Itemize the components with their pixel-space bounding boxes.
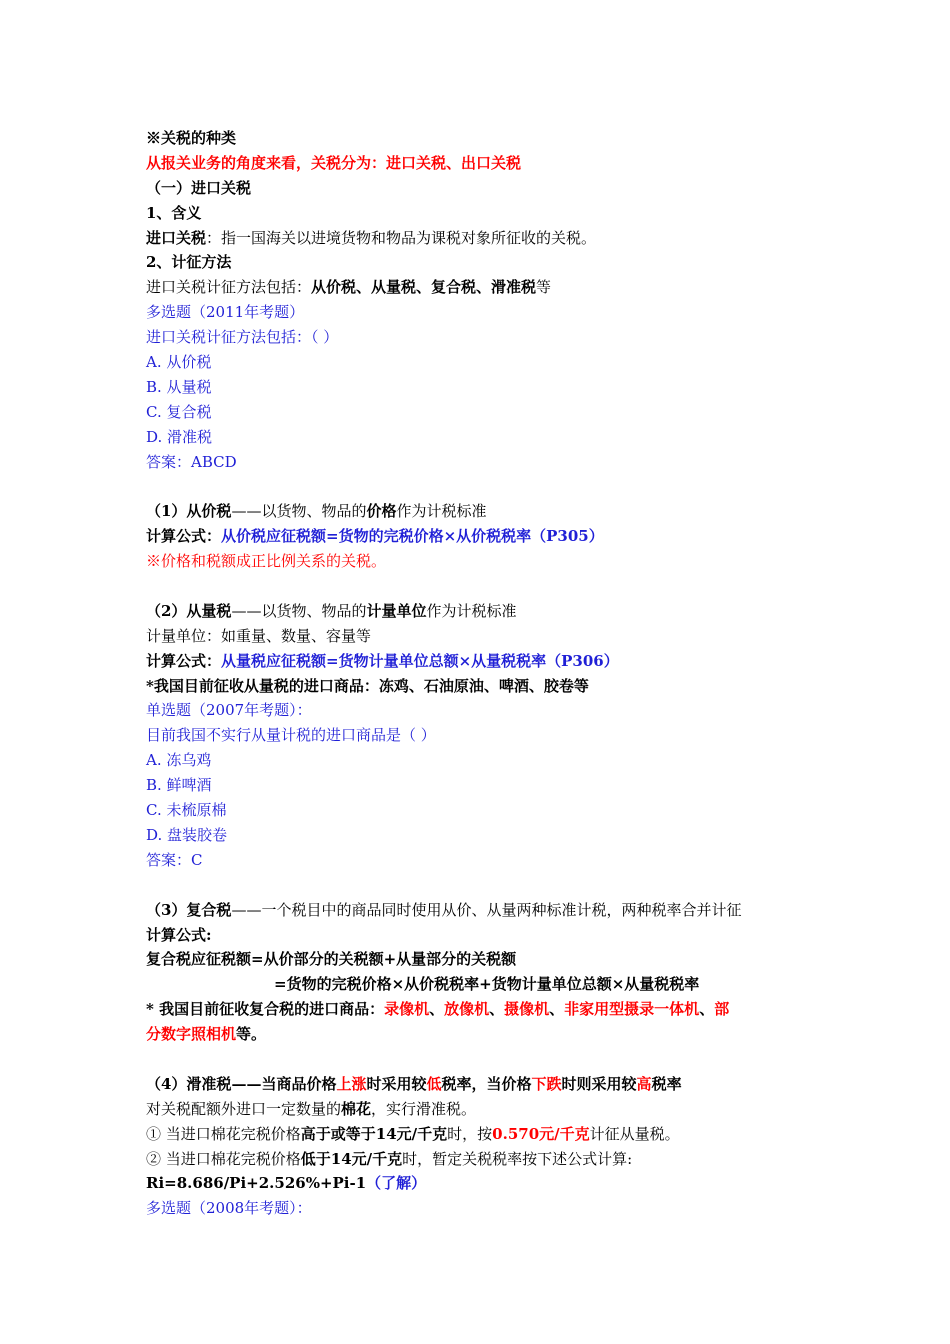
q2-option-c: C. 未梳原棉 [146, 801, 227, 820]
method-heading: 2、计征方法 [146, 253, 232, 272]
compound-formula-2: =货物的完税价格×从价税税率+货物计量单位总额×从量税税率 [274, 975, 700, 994]
goods-item: 摄像机 [504, 1000, 550, 1019]
method-paragraph [146, 275, 826, 300]
specific-duty-text-end: 作为计税标准 [426, 601, 517, 620]
sliding-text: 时则采用较 [561, 1074, 637, 1093]
compound-goods-cont [146, 1022, 826, 1047]
q2-answer: 答案：C [146, 850, 203, 869]
compound-goods-end: 等。 [236, 1025, 267, 1044]
cotton-term: 棉花 [341, 1099, 372, 1118]
ad-valorem-term: （1）从价税 [146, 502, 232, 521]
rule-rate: 0.570元/千克 [492, 1124, 590, 1143]
rule-text: 计征从量税。 [589, 1124, 680, 1143]
specific-duty-text: ——以货物、物品的 [231, 601, 367, 620]
formula-text: 从量税应征税额=货物计量单位总额×从量税税率（P306） [221, 651, 619, 670]
tariff-classification: 从报关业务的角度来看，关税分为：进口关税、出口关税 [146, 153, 522, 172]
q3-type: 多选题（2008年考题）： [146, 1199, 312, 1218]
compound-goods-pre: * 我国目前征收复合税的进口商品： [146, 1000, 385, 1019]
rule-text: ① 当进口棉花完税价格 [146, 1124, 301, 1143]
formula-note: （了解） [366, 1174, 427, 1193]
specific-duty-term: （2）从量税 [146, 601, 232, 620]
cotton-rule-2 [146, 1147, 826, 1172]
formula-label: 计算公式： [146, 651, 222, 670]
q2-option-d: D. 盘装胶卷 [146, 825, 228, 844]
meaning-text: ：指一国海关以进境货物和物品为课税对象所征收的关税。 [206, 228, 597, 247]
sliding-text: 税率，当价格 [441, 1074, 532, 1093]
q1-option-c: C. 复合税 [146, 402, 212, 421]
sliding-formula [146, 1171, 826, 1196]
sliding-text: 税率 [651, 1074, 682, 1093]
goods-item: 部 [714, 1000, 730, 1019]
q2-type: 单选题（2007年考题）： [146, 701, 312, 720]
cotton-post: ，实行滑准税。 [371, 1099, 477, 1118]
rule-condition: 高于或等于14元/千克 [300, 1124, 448, 1143]
cotton-rule-1 [146, 1122, 826, 1147]
sliding-low: 低 [426, 1074, 442, 1093]
q1-option-d: D. 滑准税 [146, 427, 213, 446]
ad-valorem-heading [146, 499, 826, 524]
sliding-up: 上涨 [336, 1074, 367, 1093]
formula-text: 从价税应征税额=货物的完税价格×从价税税率（P305） [221, 527, 604, 546]
sliding-text: （4）滑准税——当商品价格 [146, 1074, 337, 1093]
compound-duty-term: （3）复合税 [146, 900, 232, 919]
ad-valorem-text: ——以货物、物品的 [231, 502, 367, 521]
method-list: 从价税、从量税、复合税、滑准税 [311, 278, 537, 297]
specific-duty-unit: 计量单位：如重量、数量、容量等 [146, 626, 372, 645]
sliding-high: 高 [636, 1074, 652, 1093]
method-pre: 进口关税计征方法包括： [146, 278, 312, 297]
q1-question: 进口关税计征方法包括：（ ） [146, 328, 339, 347]
formula-label: 计算公式： [146, 527, 222, 546]
goods-item: 放像机 [444, 1000, 490, 1019]
compound-duty-heading [146, 898, 826, 923]
specific-duty-formula [146, 649, 826, 674]
cotton-paragraph [146, 1097, 826, 1122]
sliding-text: 时采用较 [366, 1074, 427, 1093]
ad-valorem-text-end: 作为计税标准 [396, 502, 487, 521]
rule-text: ② 当进口棉花完税价格 [146, 1149, 301, 1168]
meaning-paragraph [146, 226, 826, 251]
cotton-pre: 对关税配额外进口一定数量的 [146, 1099, 342, 1118]
q1-option-a: A. 从价税 [146, 353, 212, 372]
compound-formula-label: 计算公式: [146, 925, 212, 944]
sliding-down: 下跌 [531, 1074, 562, 1093]
goods-item: 录像机 [384, 1000, 430, 1019]
ad-valorem-note: ※价格和税额成正比例关系的关税。 [146, 552, 387, 571]
q2-option-a: A. 冻乌鸡 [146, 751, 212, 770]
method-post: 等 [536, 278, 552, 297]
specific-duty-heading [146, 599, 826, 624]
specific-duty-goods: *我国目前征收从量税的进口商品：冻鸡、石油原油、啤酒、胶卷等 [146, 676, 589, 695]
goods-item: 非家用型摄录一体机 [564, 1000, 700, 1019]
rule-condition: 低于14元/千克 [300, 1149, 403, 1168]
goods-item: 分数字照相机 [146, 1025, 237, 1044]
q1-type: 多选题（2011年考题） [146, 303, 305, 322]
q1-answer: 答案：ABCD [146, 452, 237, 471]
q1-option-b: B. 从量税 [146, 377, 212, 396]
ad-valorem-basis: 价格 [366, 502, 397, 521]
compound-goods: * 我国目前征收复合税的进口商品：录像机、放像机、摄像机、非家用型摄录一体机、部 [146, 1000, 730, 1019]
section-title: ※关税的种类 [146, 129, 237, 147]
formula-text: Ri=8.686/Pi+2.526%+Pi-1 [146, 1174, 367, 1193]
sliding-duty-heading [146, 1072, 826, 1097]
meaning-heading: 1、含义 [146, 203, 202, 222]
rule-text: 时，按 [447, 1124, 493, 1143]
ad-valorem-formula [146, 524, 826, 549]
document-page [146, 126, 826, 1221]
compound-formula-1: 复合税应征税额=从价部分的关税额+从量部分的关税额 [146, 950, 517, 969]
meaning-term: 进口关税 [146, 228, 207, 247]
compound-duty-text: ——一个税目中的商品同时使用从价、从量两种标准计税，两种税率合并计征 [231, 900, 742, 919]
specific-duty-basis: 计量单位 [366, 601, 427, 620]
import-tariff-heading: （一）进口关税 [146, 178, 252, 197]
q2-question: 目前我国不实行从量计税的进口商品是（ ） [146, 726, 436, 745]
rule-text: 时，暂定关税税率按下述公式计算: [402, 1149, 633, 1168]
q2-option-b: B. 鲜啤酒 [146, 776, 212, 795]
